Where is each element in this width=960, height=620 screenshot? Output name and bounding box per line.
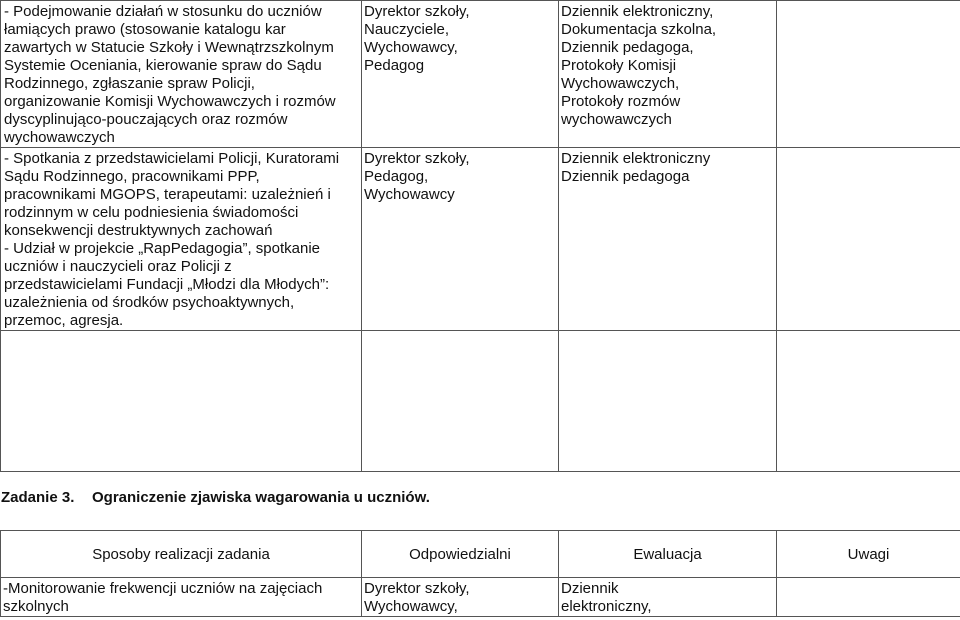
- text-line: Dziennik pedagoga: [561, 168, 690, 185]
- text-line: Pedagog,: [364, 168, 429, 185]
- text-line: elektroniczny,: [561, 598, 652, 615]
- evaluation-cell: [559, 148, 777, 331]
- actions-cell: [1, 578, 362, 617]
- text-line: Wychowawczych,: [561, 75, 680, 92]
- text-line: Sądu Rodzinnego, pracownikami PPP,: [4, 168, 260, 185]
- text-line: Pedagog: [364, 57, 425, 74]
- text-line: łamiących prawo (stosowanie katalogu kar: [4, 21, 286, 38]
- text-line: szkolnych: [3, 598, 69, 615]
- task-number: Zadanie 3.: [1, 489, 75, 506]
- text-line: dyscyplinująco-pouczających oraz rozmów: [4, 111, 288, 128]
- text-line: Wychowawcy,: [364, 598, 458, 615]
- text-line: przemoc, agresja.: [4, 312, 124, 329]
- text-line: Protokoły Komisji: [561, 57, 677, 74]
- text-line: Dyrektor szkoły,: [364, 150, 470, 167]
- text-line: konsekwencji destruktywnych zachowań: [4, 222, 273, 239]
- blank-cell: [1, 331, 362, 472]
- responsible-cell: [362, 578, 559, 617]
- text-line: rodzinnym w celu podniesienia świadomości: [4, 204, 299, 221]
- text-line: - Udział w projekcie „RapPedagogia”, spotkanie: [4, 240, 320, 257]
- actions-cell: [1, 148, 362, 331]
- text-line: Dziennik pedagoga,: [561, 39, 694, 56]
- table-row: [1, 148, 960, 331]
- text-line: Rodzinnego, zgłaszanie spraw Policji,: [4, 75, 255, 92]
- text-line: Dokumentacja szkolna,: [561, 21, 717, 38]
- table-row: [1, 331, 960, 472]
- table-row: [1, 578, 960, 617]
- evaluation-cell: [559, 578, 777, 617]
- text-line: Dyrektor szkoły,: [364, 580, 470, 597]
- responsible-cell: [362, 1, 559, 148]
- header-notes: Uwagi: [777, 531, 960, 578]
- text-line: Nauczyciele,: [364, 21, 450, 38]
- actions-cell: [1, 1, 362, 148]
- text-line: Protokoły rozmów: [561, 93, 681, 110]
- text-line: Dziennik elektroniczny,: [561, 3, 714, 20]
- notes-cell: [777, 148, 960, 331]
- text-line: Wychowawcy: [364, 186, 455, 203]
- blank-cell: [777, 331, 960, 472]
- text-line: wychowawczych: [4, 129, 115, 146]
- text-line: - Podejmowanie działań w stosunku do uczniów: [4, 3, 322, 20]
- text-line: Wychowawcy,: [364, 39, 458, 56]
- notes-cell: [777, 578, 960, 617]
- evaluation-cell: [559, 1, 777, 148]
- table-row: [1, 1, 960, 148]
- text-line: organizowanie Komisji Wychowawczych i rozmów: [4, 93, 336, 110]
- text-line: wychowawczych: [561, 111, 672, 128]
- tasks-table-bottom: [0, 530, 960, 617]
- text-line: uzależnienia od środków psychoaktywnych,: [4, 294, 295, 311]
- text-line: przedstawicielami Fundacji „Młodzi dla Młodych”:: [4, 276, 330, 293]
- text-line: Systemie Oceniania, kierowanie spraw do Sądu: [4, 57, 322, 74]
- header-actions: Sposoby realizacji zadania: [1, 531, 362, 578]
- task-heading: [1, 489, 430, 506]
- text-line: - Spotkania z przedstawicielami Policji, Kuratorami: [4, 150, 340, 167]
- notes-cell: [777, 1, 960, 148]
- text-line: -Monitorowanie frekwencji uczniów na zajęciach: [3, 580, 323, 597]
- task-title: Ograniczenie zjawiska wagarowania u uczniów.: [92, 489, 430, 506]
- text-line: Dyrektor szkoły,: [364, 3, 470, 20]
- header-responsible: Odpowiedzialni: [362, 531, 559, 578]
- text-line: pracownikami MGOPS, terapeutami: uzależnień i: [4, 186, 331, 203]
- responsible-cell: [362, 148, 559, 331]
- text-line: Dziennik elektroniczny: [561, 150, 711, 167]
- header-row: [1, 531, 960, 578]
- text-line: uczniów i nauczycieli oraz Policji z: [4, 258, 232, 275]
- header-evaluation: Ewaluacja: [559, 531, 777, 578]
- text-line: Dziennik: [561, 580, 619, 597]
- text-line: zawartych w Statucie Szkoły i Wewnątrzszkolnym: [4, 39, 334, 56]
- blank-cell: [362, 331, 559, 472]
- blank-cell: [559, 331, 777, 472]
